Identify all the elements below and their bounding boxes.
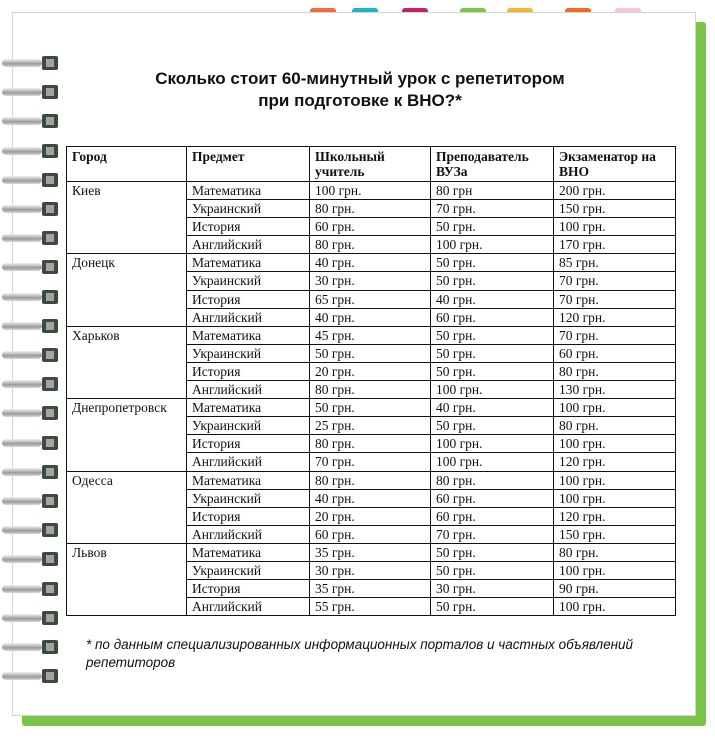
subject-cell: Английский [187,236,310,254]
school-teacher-price: 80 грн. [310,435,431,453]
university-teacher-price: 100 грн. [431,453,554,471]
university-teacher-price: 50 грн. [431,362,554,380]
table-header-row [67,147,676,182]
city-cell: Харьков [67,326,187,398]
subject-cell: Математика [187,326,310,344]
subject-cell: Украинский [187,417,310,435]
university-teacher-price: 30 грн. [431,580,554,598]
header-city: Город [67,147,187,182]
university-teacher-price: 70 грн. [431,200,554,218]
university-teacher-price: 50 грн. [431,543,554,561]
subject-cell: История [187,580,310,598]
school-teacher-price: 20 грн. [310,507,431,525]
spiral-ring [2,202,58,216]
examiner-price: 100 грн. [554,435,676,453]
examiner-price: 100 грн. [554,598,676,616]
school-teacher-price: 50 грн. [310,344,431,362]
school-teacher-price: 55 грн. [310,598,431,616]
examiner-price: 120 грн. [554,308,676,326]
subject-cell: Украинский [187,344,310,362]
school-teacher-price: 80 грн. [310,381,431,399]
school-teacher-price: 65 грн. [310,290,431,308]
subject-cell: История [187,435,310,453]
subject-cell: История [187,507,310,525]
spiral-ring [2,377,58,391]
spiral-ring [2,494,58,508]
school-teacher-price: 45 грн. [310,326,431,344]
examiner-price: 70 грн. [554,290,676,308]
school-teacher-price: 80 грн. [310,471,431,489]
university-teacher-price: 40 грн. [431,290,554,308]
spiral-ring [2,669,58,683]
school-teacher-price: 40 грн. [310,308,431,326]
table-row [67,182,676,200]
school-teacher-price: 60 грн. [310,525,431,543]
school-teacher-price: 40 грн. [310,489,431,507]
examiner-price: 80 грн. [554,543,676,561]
examiner-price: 100 грн. [554,399,676,417]
university-teacher-price: 40 грн. [431,399,554,417]
subject-cell: Математика [187,399,310,417]
subject-cell: История [187,362,310,380]
examiner-price: 150 грн. [554,200,676,218]
subject-cell: Математика [187,471,310,489]
subject-cell: Математика [187,254,310,272]
header-university-teacher: Преподаватель ВУЗа [431,147,554,182]
title-line-2: при подготовке к ВНО?* [258,91,462,110]
examiner-price: 100 грн. [554,561,676,579]
header-examiner: Экзаменатор на ВНО [554,147,676,182]
spiral-ring [2,640,58,654]
university-teacher-price: 60 грн. [431,308,554,326]
school-teacher-price: 70 грн. [310,453,431,471]
examiner-price: 200 грн. [554,182,676,200]
spiral-ring [2,85,58,99]
spiral-ring [2,231,58,245]
spiral-ring [2,436,58,450]
subject-cell: Украинский [187,489,310,507]
spiral-ring [2,319,58,333]
table-row [67,471,676,489]
subject-cell: История [187,218,310,236]
examiner-price: 70 грн. [554,326,676,344]
spiral-ring [2,260,58,274]
university-teacher-price: 70 грн. [431,525,554,543]
school-teacher-price: 35 грн. [310,543,431,561]
university-teacher-price: 60 грн. [431,489,554,507]
spiral-ring [2,465,58,479]
examiner-price: 170 грн. [554,236,676,254]
examiner-price: 80 грн. [554,417,676,435]
university-teacher-price: 50 грн. [431,598,554,616]
university-teacher-price: 50 грн. [431,561,554,579]
university-teacher-price: 50 грн. [431,326,554,344]
spiral-ring [2,552,58,566]
university-teacher-price: 80 грн [431,182,554,200]
school-teacher-price: 25 грн. [310,417,431,435]
spiral-ring [2,56,58,70]
examiner-price: 70 грн. [554,272,676,290]
spiral-ring [2,290,58,304]
subject-cell: История [187,290,310,308]
subject-cell: Украинский [187,200,310,218]
subject-cell: Английский [187,598,310,616]
examiner-price: 85 грн. [554,254,676,272]
school-teacher-price: 80 грн. [310,236,431,254]
school-teacher-price: 30 грн. [310,272,431,290]
subject-cell: Английский [187,381,310,399]
price-table [66,146,676,616]
city-cell: Львов [67,543,187,615]
school-teacher-price: 80 грн. [310,200,431,218]
spiral-ring [2,144,58,158]
examiner-price: 120 грн. [554,453,676,471]
spiral-ring [2,348,58,362]
university-teacher-price: 50 грн. [431,344,554,362]
city-cell: Донецк [67,254,187,326]
school-teacher-price: 35 грн. [310,580,431,598]
subject-cell: Украинский [187,272,310,290]
subject-cell: Украинский [187,561,310,579]
table-row [67,399,676,417]
title-line-1: Сколько стоит 60-минутный урок с репетитором [155,69,565,88]
school-teacher-price: 50 грн. [310,399,431,417]
table-row [67,543,676,561]
city-cell: Одесса [67,471,187,543]
examiner-price: 130 грн. [554,381,676,399]
spiral-ring [2,114,58,128]
examiner-price: 120 грн. [554,507,676,525]
school-teacher-price: 30 грн. [310,561,431,579]
examiner-price: 100 грн. [554,489,676,507]
spiral-ring [2,406,58,420]
university-teacher-price: 50 грн. [431,254,554,272]
university-teacher-price: 50 грн. [431,218,554,236]
subject-cell: Математика [187,182,310,200]
page-title [100,68,620,112]
university-teacher-price: 60 грн. [431,507,554,525]
examiner-price: 80 грн. [554,362,676,380]
university-teacher-price: 100 грн. [431,236,554,254]
city-cell: Днепропетровск [67,399,187,471]
university-teacher-price: 80 грн. [431,471,554,489]
header-subject: Предмет [187,147,310,182]
examiner-price: 100 грн. [554,218,676,236]
spiral-ring [2,582,58,596]
university-teacher-price: 50 грн. [431,417,554,435]
spiral-ring [2,523,58,537]
table-row [67,326,676,344]
school-teacher-price: 20 грн. [310,362,431,380]
subject-cell: Английский [187,308,310,326]
footnote: * по данным специализированных информационных порталов и частных объявлений репетиторов [86,637,634,670]
university-teacher-price: 100 грн. [431,381,554,399]
school-teacher-price: 40 грн. [310,254,431,272]
school-teacher-price: 100 грн. [310,182,431,200]
examiner-price: 100 грн. [554,471,676,489]
examiner-price: 150 грн. [554,525,676,543]
spiral-ring [2,173,58,187]
subject-cell: Математика [187,543,310,561]
examiner-price: 60 грн. [554,344,676,362]
subject-cell: Английский [187,453,310,471]
city-cell: Киев [67,182,187,254]
examiner-price: 90 грн. [554,580,676,598]
university-teacher-price: 100 грн. [431,435,554,453]
school-teacher-price: 60 грн. [310,218,431,236]
spiral-ring [2,611,58,625]
university-teacher-price: 50 грн. [431,272,554,290]
subject-cell: Английский [187,525,310,543]
table-row [67,254,676,272]
header-school-teacher: Школьный учитель [310,147,431,182]
